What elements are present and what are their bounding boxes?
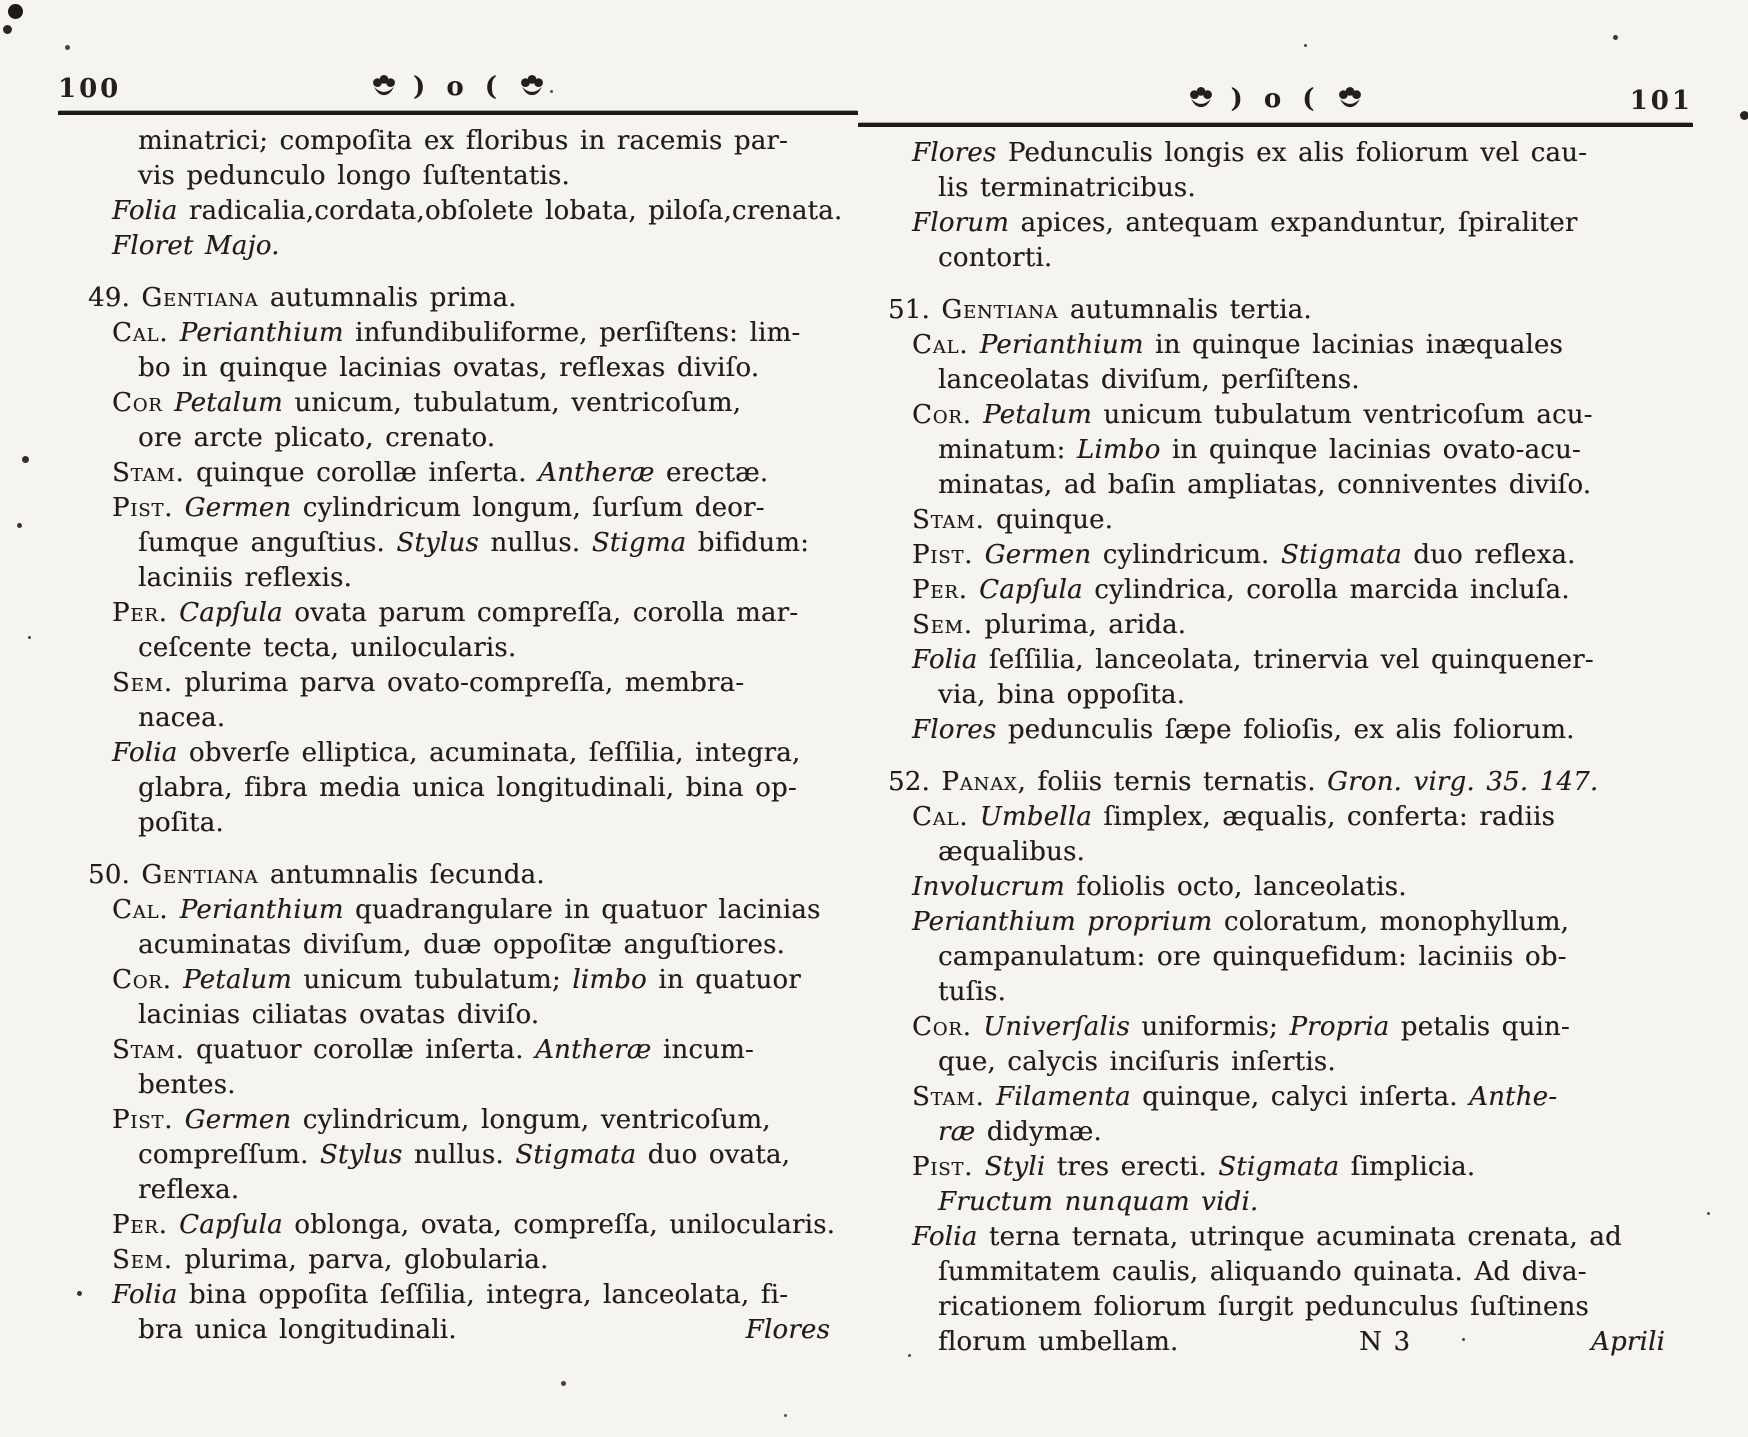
latin-term: Umbella [968,802,1092,832]
text-run: unicum, tubulatum, ventricoſum, [282,388,742,418]
fleuron-icon [517,75,547,99]
text-line [858,206,1693,241]
text-run: duo reflexa. [1401,540,1576,570]
header-ornament [1186,84,1364,114]
text-line [858,643,1693,678]
text-run: campanulatum: ore quinquefidum: laciniis ob- [938,942,1567,972]
text-run: quinque, calyci inſerta. [1130,1082,1470,1112]
text-run: incum- [651,1035,754,1065]
headword: Cor. [912,400,972,430]
text-line [858,975,1693,1010]
text-run: acuminatas diviſum, duæ oppoſitæ anguſtiores. [138,930,785,960]
page-text [58,124,858,1348]
catchword [746,1313,830,1348]
line-text [138,1313,457,1348]
latin-term: Gron. virg. 35. 147. [1327,767,1599,797]
text-line [858,1115,1693,1150]
text-line [858,136,1693,171]
text-run: cylindricum, longum, ventricoſum, [291,1105,771,1135]
text-line [858,363,1693,398]
text-run: ſeſſilia, lanceolata, trinervia vel quinquener- [977,645,1594,675]
text-line [58,736,858,771]
text-line [58,491,858,526]
ornament-text: ) o ( [412,72,504,102]
text-run: in quinque lacinias ovato-acu- [1160,435,1581,465]
headword: Stam. [112,458,185,488]
latin-term: Limbo [1076,435,1161,465]
text-run: bina oppoſita ſeſſilia, integra, lanceolata, fi- [177,1280,789,1310]
text-line [858,870,1693,905]
text-line [858,1080,1693,1115]
latin-term: Petalum [971,400,1092,430]
latin-term: Floret Majo. [112,231,280,261]
headword: Cal. [112,318,169,348]
latin-term: Flores [745,1315,830,1345]
text-line [58,316,858,351]
header-rule [58,111,858,115]
page-text [858,136,1693,1360]
page-number: 101 [1629,86,1693,116]
latin-term: Capſula [167,1210,283,1240]
text-line [858,1150,1693,1185]
latin-term: Stylus [396,528,479,558]
latin-term: Stigmata [1218,1152,1340,1182]
headword: Gentiana [141,860,259,890]
text-line [58,1103,858,1138]
latin-term: Capſula [967,575,1083,605]
text-run: ſimplicia. [1339,1152,1476,1182]
text-line [58,893,858,928]
text-run: plurima, arida. [972,610,1187,640]
text-line [858,468,1693,503]
headword: Pist. [112,1105,174,1135]
page-header [58,70,858,106]
text-run: tuſis. [938,977,1006,1007]
text-line [58,159,858,194]
headword: Stam. [912,1082,985,1112]
text-line [858,171,1693,206]
latin-term: Folia [912,645,978,675]
text-run: poſita. [138,808,224,838]
text-run: plurima, parva, globularia. [172,1245,549,1275]
latin-term: Capſula [167,598,283,628]
catchword [1591,1325,1665,1360]
text-line [58,421,858,456]
latin-term: Folia [912,1222,978,1252]
text-run: bifidum: [686,528,810,558]
text-run: lis terminatricibus. [938,173,1196,203]
text-run: nullus. [402,1140,516,1170]
latin-term: Involucrum [912,872,1065,902]
text-run: ceſcente tecta, unilocularis. [138,633,517,663]
latin-term: Univerſalis [971,1012,1130,1042]
latin-term: Petalum [162,388,283,418]
text-line [58,631,858,666]
text-line [858,765,1693,800]
text-run: minatrici; compoſita ex floribus in racemis par- [138,126,789,156]
latin-term: Perianthium [968,330,1144,360]
text-run: minatas, ad baſin ampliatas, conniventes diviſo. [938,470,1592,500]
headword: Cal. [112,895,169,925]
text-line [858,835,1693,870]
text-line [58,596,858,631]
text-run: antumnalis ſecunda. [258,860,545,890]
latin-term: ræ [938,1117,976,1147]
latin-term: Folia [112,196,178,226]
text-run: 50. [88,860,142,890]
text-run: apices, antequam expanduntur, ſpiraliter [1009,208,1578,238]
text-run: via, bina oppoſita. [938,680,1186,710]
text-run: 51. [888,295,942,325]
header-ornament [369,72,547,102]
headword: Per. [112,598,168,628]
page-number: 100 [58,74,122,104]
headword: Sem. [112,1245,173,1275]
latin-term: Folia [112,1280,178,1310]
text-line [58,561,858,596]
text-run: que, calycis inciſuris inſertis. [938,1047,1336,1077]
scan-specks [0,0,7,7]
headword: Cal. [912,802,969,832]
text-line [858,1290,1693,1325]
text-line [58,771,858,806]
text-run: ſumque anguſtius. [138,528,397,558]
text-line [58,124,858,159]
text-run: cylindrica, corolla marcida incluſa. [1082,575,1570,605]
latin-term: Anthe- [1469,1082,1558,1112]
text-run: oblonga, ovata, compreſſa, unilocularis. [282,1210,836,1240]
text-run: contorti. [938,243,1053,273]
latin-term: Flores [912,715,997,745]
latin-term: Fructum nunquam vidi. [938,1187,1259,1217]
text-line [58,194,858,229]
text-run: obverſe elliptica, acuminata, ſeſſilia, integra, [177,738,801,768]
text-run: pedunculis ſæpe folioſis, ex alis foliorum. [996,715,1575,745]
text-line [858,713,1693,748]
text-line [858,1045,1693,1080]
text-run: bo in quinque lacinias ovatas, reflexas diviſo. [138,353,760,383]
text-line [58,1208,858,1243]
fleuron-icon [1186,87,1216,111]
text-run: petalis quin- [1389,1012,1570,1042]
latin-term: Folia [112,738,178,768]
line-text [938,1325,1178,1360]
text-line [58,386,858,421]
text-line [858,1255,1693,1290]
text-line [58,858,858,893]
latin-term: Stylus [319,1140,403,1170]
text-run: duo ovata, [636,1140,791,1170]
text-run: quinque. [984,505,1114,535]
text-line [858,293,1693,328]
headword: Per. [112,1210,168,1240]
text-run: radicalia,cordata,obſolete lobata, piloſa,crenata. [177,196,843,226]
text-run: ricationem foliorum ſurgit pedunculus ſuſtinens [938,1292,1589,1322]
headword: Pist. [112,493,174,523]
signature-mark [1359,1325,1410,1360]
text-run: plurima parva ovato-compreſſa, membra- [172,668,745,698]
text-line [58,963,858,998]
latin-term: Antheræ [535,1035,652,1065]
text-run: in quatuor [646,965,801,995]
page-right [858,82,1693,1360]
headword: Cal. [912,330,969,360]
text-line [858,328,1693,363]
text-run: coloratum, monophyllum, [1212,907,1570,937]
latin-term: Perianthium [168,895,344,925]
text-line [858,905,1693,940]
header-rule [858,123,1693,127]
text-run: tres erecti. [1045,1152,1219,1182]
latin-term: Florum [912,208,1010,238]
headword: Cor [112,388,163,418]
latin-term: Perianthium [168,318,344,348]
latin-term: limbo [572,965,647,995]
text-run: foliolis octo, lanceolatis. [1064,872,1407,902]
text-run: quadrangulare in quatuor lacinias [343,895,821,925]
text-run: unicum tubulatum ventricoſum acu- [1091,400,1593,430]
text-run: 52. [888,767,942,797]
headword: Pist. [912,1152,974,1182]
text-line [858,608,1693,643]
headword: Gentiana [141,283,259,313]
text-run: cylindricum longum, ſurſum deor- [291,493,765,523]
text-run: uniformis; [1129,1012,1290,1042]
fleuron-icon [369,75,399,99]
text-line [58,456,858,491]
text-line [858,678,1693,713]
text-run: cylindricum. [1091,540,1281,570]
text-line [858,241,1693,276]
fleuron-icon [1335,87,1365,111]
headword: Pist. [912,540,974,570]
text-run: terna ternata, utrinque acuminata crenata, ad [977,1222,1622,1252]
text-run: ſimplex, æqualis, conferta: radiis [1091,802,1556,832]
text-line [58,1313,858,1348]
text-run: nacea. [138,703,226,733]
headword: Stam. [112,1035,185,1065]
latin-term: Germen [173,1105,292,1135]
text-run: quinque corollæ inſerta. [184,458,539,488]
headword: Sem. [112,668,173,698]
text-run: , foliis ternis ternatis. [1017,767,1328,797]
text-run: autumnalis prima. [258,283,517,313]
page-header [858,82,1693,118]
text-line [858,1185,1693,1220]
text-run: compreſſum. [138,1140,320,1170]
text-run: quatuor corollæ inſerta. [184,1035,536,1065]
latin-term: Antheræ [538,458,655,488]
text-run: æqualibus. [938,837,1085,867]
text-line [858,538,1693,573]
text-line [58,1033,858,1068]
text-line [58,998,858,1033]
latin-term: Petalum [171,965,292,995]
text-run: erectæ. [654,458,769,488]
text-line [58,1173,858,1208]
latin-term: Filamenta [984,1082,1131,1112]
page-left [58,70,858,1348]
text-run: glabra, fibra media unica longitudinali, bina op- [138,773,797,803]
text-run: unicum tubulatum; [291,965,573,995]
latin-term: Stigma [591,528,687,558]
text-run: vis pedunculo longo ſuſtentatis. [138,161,570,191]
text-run: florum umbellam. [938,1327,1179,1357]
text-run: 49. [88,283,142,313]
text-line [858,800,1693,835]
latin-term: Perianthium proprium [912,907,1213,937]
latin-term: Stigmata [1280,540,1402,570]
text-run: nullus. [478,528,592,558]
text-line [858,940,1693,975]
text-line [858,573,1693,608]
headword: Sem. [912,610,973,640]
latin-term: Styli [973,1152,1046,1182]
text-run: autumnalis tertia. [1058,295,1312,325]
text-line [58,701,858,736]
headword: Cor. [912,1012,972,1042]
text-line [58,806,858,841]
text-run: bra unica longitudinali. [138,1315,457,1345]
latin-term: Stigmata [515,1140,637,1170]
text-line [858,1325,1693,1360]
text-run: infundibuliforme, perſiſtens: lim- [343,318,801,348]
ornament-text: ) o ( [1230,84,1321,114]
text-line [858,398,1693,433]
text-line [58,1243,858,1278]
text-line [58,1278,858,1313]
text-run: laciniis reflexis. [138,563,353,593]
text-run: didymæ. [975,1117,1102,1147]
text-run: minatum: [938,435,1077,465]
headword: Gentiana [941,295,1059,325]
text-line [858,433,1693,468]
text-run: lacinias ciliatas ovatas diviſo. [138,1000,540,1030]
text-line [58,281,858,316]
text-run: in quinque lacinias inæquales [1143,330,1563,360]
text-line [58,1068,858,1103]
latin-term: Propria [1289,1012,1390,1042]
headword: Panax [941,767,1018,797]
text-run: Pedunculis longis ex alis foliorum vel cau- [996,138,1588,168]
latin-term: Flores [912,138,997,168]
latin-term: Germen [173,493,292,523]
headword: Stam. [912,505,985,535]
latin-term: Germen [973,540,1092,570]
text-line [58,351,858,386]
text-line [58,928,858,963]
text-line [58,666,858,701]
text-line [858,503,1693,538]
text-line [58,1138,858,1173]
latin-term: Aprili [1590,1327,1665,1357]
text-run: N 3 [1359,1327,1411,1357]
text-line [58,229,858,264]
text-run: ore arcte plicato, crenato. [138,423,496,453]
text-line [858,1010,1693,1045]
text-run: ovata parum compreſſa, corolla mar- [282,598,799,628]
headword: Cor. [112,965,172,995]
text-run: lanceolatas diviſum, perſiſtens. [938,365,1360,395]
text-line [58,526,858,561]
text-run: bentes. [138,1070,236,1100]
text-run: reflexa. [138,1175,240,1205]
text-line [858,1220,1693,1255]
headword: Per. [912,575,968,605]
text-run: ſummitatem caulis, aliquando quinata. Ad diva- [938,1257,1587,1287]
